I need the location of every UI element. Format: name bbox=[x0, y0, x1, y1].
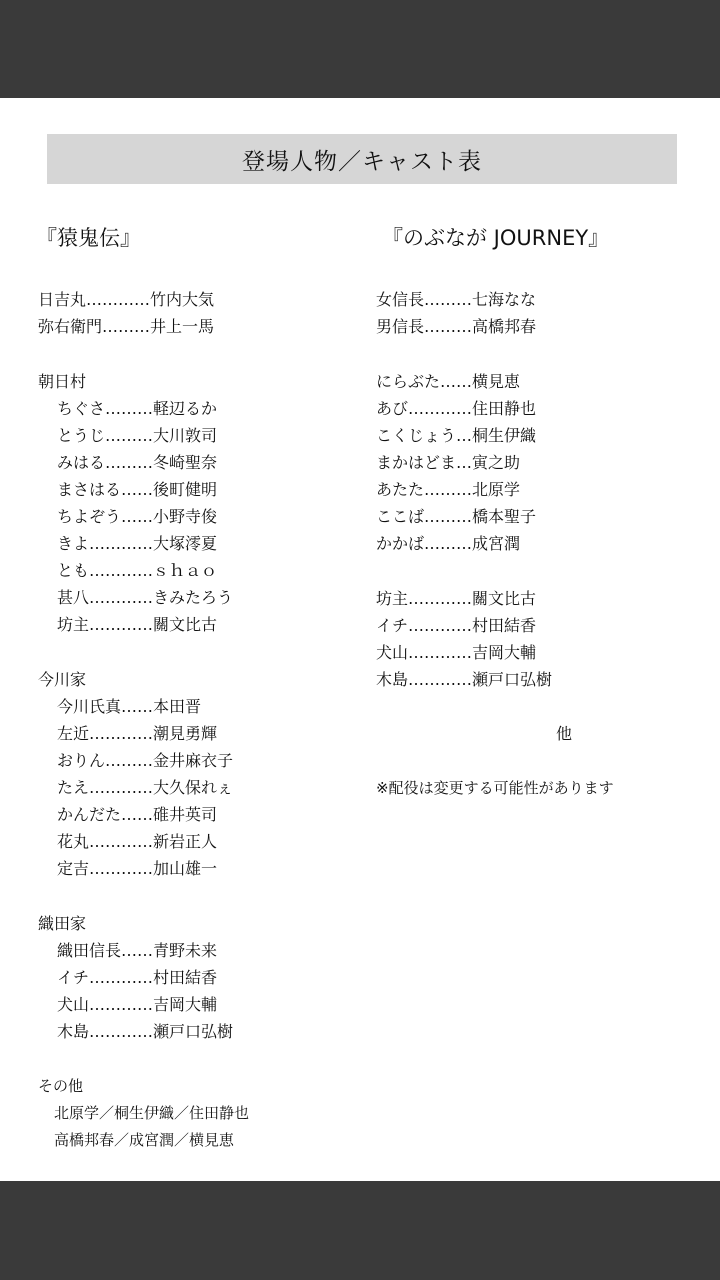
casting-note: ※配役は変更する可能性があります bbox=[376, 779, 614, 797]
left-heading: 『猿鬼伝』 bbox=[36, 226, 141, 250]
cast-line: まかはどま…寅之助 bbox=[376, 453, 521, 472]
cast-sheet bbox=[0, 98, 720, 1181]
left-column bbox=[0, 98, 360, 1181]
cast-line: たえ…………大久保れぇ bbox=[57, 778, 234, 797]
lead-line: 男信長………高橋邦春 bbox=[376, 317, 537, 336]
cast-line: 定吉…………加山雄一 bbox=[57, 859, 218, 878]
etc-label: 他 bbox=[556, 724, 573, 743]
top-bar bbox=[0, 0, 720, 98]
group-label-others: その他 bbox=[38, 1077, 84, 1095]
cast-line: あび…………住田静也 bbox=[376, 399, 537, 418]
cast-line: 木島…………瀬戸口弘樹 bbox=[57, 1022, 234, 1041]
cast-line: 犬山…………吉岡大輔 bbox=[57, 995, 218, 1014]
cast-line: 坊主…………關文比古 bbox=[57, 615, 218, 634]
cast-line: ちよぞう……小野寺俊 bbox=[57, 507, 218, 526]
page-title: 登場人物／キャスト表 bbox=[47, 134, 677, 184]
cast-line: まさはる……後町健明 bbox=[57, 480, 218, 499]
right-heading: 『のぶなが JOURNEY』 bbox=[382, 226, 610, 250]
cast-line: 今川氏真……本田晋 bbox=[57, 697, 202, 716]
cast-line: 犬山…………吉岡大輔 bbox=[376, 643, 537, 662]
group-label-imagawa: 今川家 bbox=[38, 670, 87, 689]
others-line: 高橋邦春／成宮潤／横見恵 bbox=[54, 1131, 235, 1149]
cast-line: きよ…………大塚澪夏 bbox=[57, 534, 218, 553]
cast-line: 甚八…………きみたろう bbox=[57, 588, 234, 607]
cast-line: 織田信長……青野未来 bbox=[57, 941, 218, 960]
cast-line: とも…………ｓｈａｏ bbox=[57, 561, 218, 580]
cast-line: みはる………冬崎聖奈 bbox=[57, 453, 218, 472]
cast-line: かかば………成宮潤 bbox=[376, 534, 521, 553]
cast-line: イチ…………村田結香 bbox=[376, 616, 537, 635]
cast-line: こくじょう…桐生伊織 bbox=[376, 426, 537, 445]
cast-line: 左近…………潮見勇輝 bbox=[57, 724, 218, 743]
cast-line: おりん………金井麻衣子 bbox=[57, 751, 234, 770]
cast-line: ここば………橋本聖子 bbox=[376, 507, 537, 526]
cast-line: とうじ………大川敦司 bbox=[57, 426, 218, 445]
cast-line: ちぐさ………軽辺るか bbox=[57, 399, 218, 418]
cast-line: あたた………北原学 bbox=[376, 480, 521, 499]
group-label-asahimura: 朝日村 bbox=[38, 372, 87, 391]
cast-line: にらぶた……横見恵 bbox=[376, 372, 521, 391]
lead-line: 日吉丸…………竹内大気 bbox=[38, 290, 215, 309]
lead-line: 女信長………七海なな bbox=[376, 290, 537, 309]
cast-line: イチ…………村田結香 bbox=[57, 968, 218, 987]
cast-line: 木島…………瀬戸口弘樹 bbox=[376, 670, 553, 689]
cast-line: かんだた……碓井英司 bbox=[57, 805, 218, 824]
bottom-bar bbox=[0, 1181, 720, 1280]
cast-line: 花丸…………新岩正人 bbox=[57, 832, 218, 851]
group-label-oda: 織田家 bbox=[38, 914, 87, 933]
cast-line: 坊主…………關文比古 bbox=[376, 589, 537, 608]
right-column bbox=[360, 98, 720, 1181]
others-line: 北原学／桐生伊織／住田静也 bbox=[54, 1104, 250, 1122]
lead-line: 弥右衛門………井上一馬 bbox=[38, 317, 215, 336]
